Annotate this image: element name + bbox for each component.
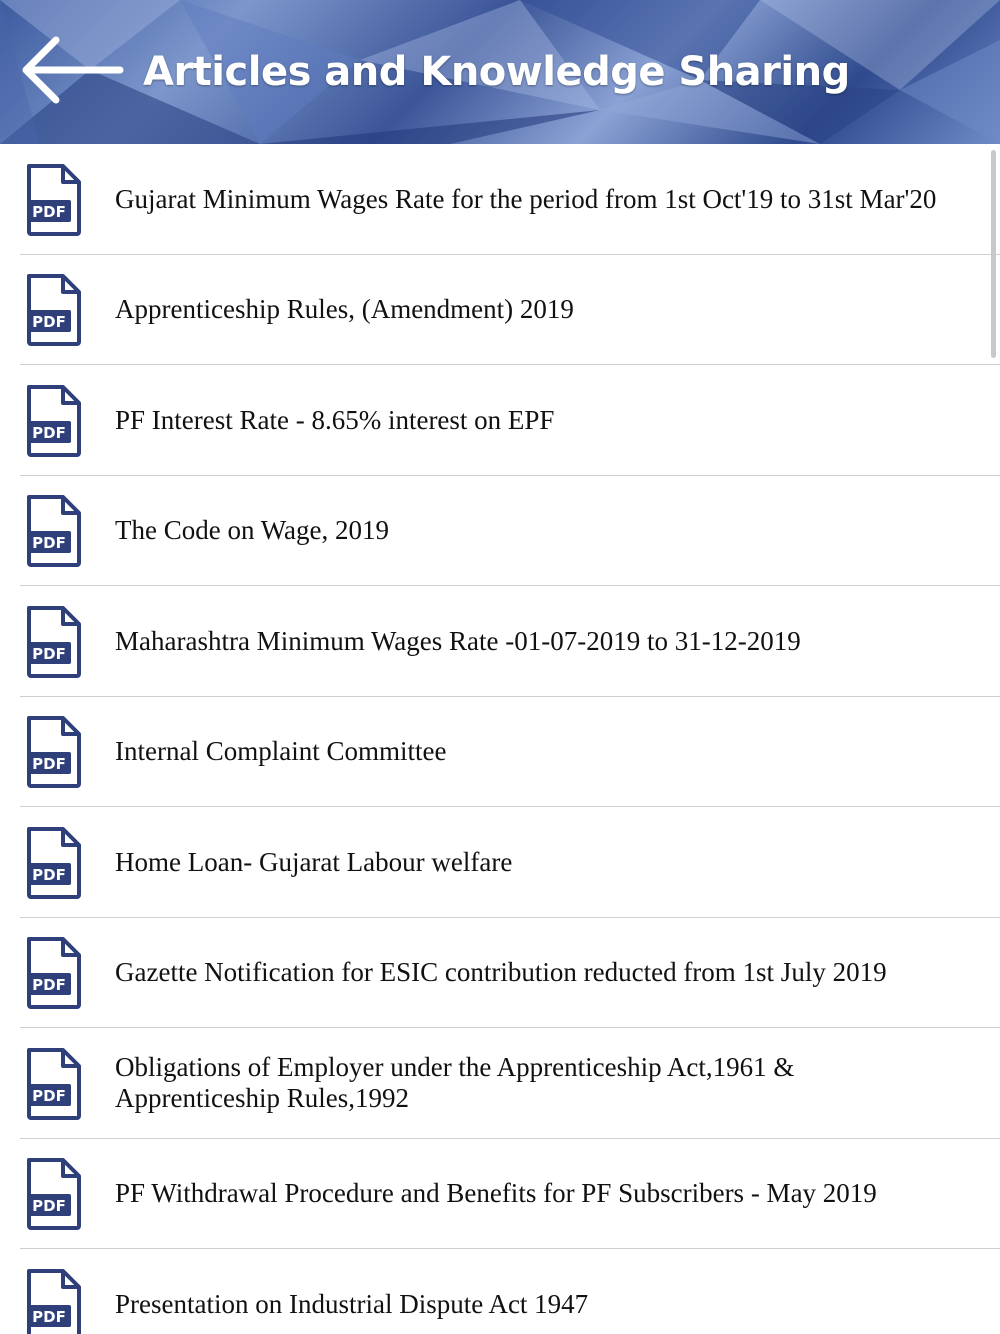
item-title: Home Loan- Gujarat Labour welfare [115,846,513,877]
list-item[interactable] [20,254,1000,365]
item-title: PF Interest Rate - 8.65% interest on EPF [115,404,555,435]
pdf-icon-label: PDF [32,755,66,773]
pdf-icon [25,1158,81,1230]
item-title: Gujarat Minimum Wages Rate for the period from 1st Oct'19 to 31st Mar'20 [115,183,937,214]
scrollbar[interactable] [991,150,996,358]
pdf-icon-label: PDF [32,1197,66,1215]
list-item[interactable] [20,586,1000,697]
list-item[interactable] [20,696,1000,807]
item-title: Gazette Notification for ESIC contribution reducted from 1st July 2019 [115,956,887,987]
pdf-icon-label: PDF [32,1308,66,1326]
item-title: Apprenticeship Rules, (Amendment) 2019 [115,293,574,324]
pdf-icon [25,606,81,678]
pdf-icon [25,1269,81,1334]
articles-list [0,144,1000,1334]
list-item[interactable] [20,1028,1000,1139]
list-item[interactable] [20,1249,1000,1334]
item-title: Internal Complaint Committee [115,735,447,766]
pdf-icon-label: PDF [32,203,66,221]
back-button[interactable] [18,34,124,106]
app-header [0,0,1000,144]
item-title: PF Withdrawal Procedure and Benefits for PF Subscribers - May 2019 [115,1177,877,1208]
pdf-icon [25,716,81,788]
pdf-icon-label: PDF [32,424,66,442]
item-title: Presentation on Industrial Dispute Act 1947 [115,1288,589,1319]
pdf-icon-label: PDF [32,1087,66,1105]
pdf-icon [25,1048,81,1120]
pdf-icon-label: PDF [32,976,66,994]
item-title: Maharashtra Minimum Wages Rate -01-07-2019 to 31-12-2019 [115,625,801,656]
pdf-icon [25,274,81,346]
pdf-icon-label: PDF [32,866,66,884]
list-item[interactable] [20,917,1000,1028]
pdf-icon [25,385,81,457]
pdf-icon-label: PDF [32,645,66,663]
item-title: The Code on Wage, 2019 [115,514,390,545]
pdf-icon [25,164,81,236]
arrow-left-icon [18,34,124,106]
pdf-icon-label: PDF [32,534,66,552]
list-item[interactable] [20,144,1000,255]
list-item[interactable] [20,807,1000,918]
list-item[interactable] [20,475,1000,586]
page-title: Articles and Knowledge Sharing [143,49,850,95]
list-item[interactable] [20,365,1000,476]
list-item[interactable] [20,1138,1000,1249]
pdf-icon [25,827,81,899]
pdf-icon [25,495,81,567]
pdf-icon-label: PDF [32,313,66,331]
pdf-icon [25,937,81,1009]
item-title: Obligations of Employer under the Apprenticeship Act,1961 & Apprenticeship Rules,1992 [115,1052,795,1113]
